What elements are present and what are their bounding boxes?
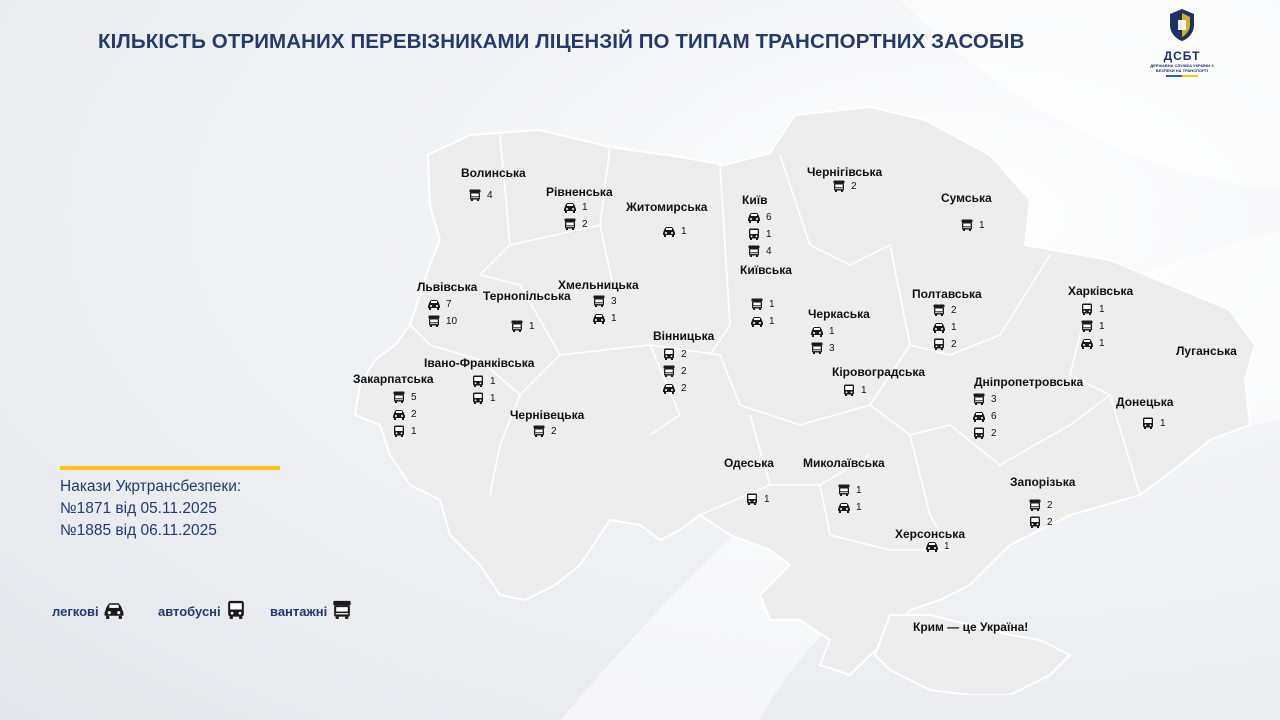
car-icon (563, 201, 577, 213)
region-stat-dnipropetrovska (972, 393, 997, 405)
region-stat-zhytomyrska (662, 225, 687, 237)
stat-count: 4 (766, 245, 772, 257)
car-icon (592, 312, 606, 324)
stat-count: 1 (1099, 320, 1105, 332)
car-icon (972, 410, 986, 422)
region-label-kirovohradska: Кіровоградська (832, 365, 926, 379)
truck-icon (1080, 320, 1094, 332)
truck-icon (510, 320, 524, 332)
region-stat-ternopilska (510, 320, 535, 332)
truck-icon (810, 342, 824, 354)
stat-count: 4 (487, 189, 493, 201)
region-label-chernivetska: Чернівецька (510, 408, 585, 422)
stat-count: 1 (1160, 417, 1166, 429)
car-icon (427, 298, 441, 310)
bus-icon (747, 228, 761, 240)
stat-count: 7 (446, 298, 452, 310)
bus-icon (471, 375, 485, 387)
stat-count: 5 (411, 391, 417, 403)
region-label-volynska: Волинська (461, 166, 526, 180)
legend-truck (270, 600, 353, 622)
truck-icon (427, 315, 441, 327)
car-icon (1080, 337, 1094, 349)
car-icon (750, 315, 764, 327)
stat-count: 1 (411, 425, 417, 437)
car-icon (810, 325, 824, 337)
region-label-rivnenska: Рівненська (546, 185, 613, 199)
region-stat-khersonska (925, 540, 950, 552)
stat-count: 1 (979, 219, 985, 231)
legend-car (52, 600, 125, 622)
region-stat-sumska (960, 219, 985, 231)
region-stat-kharkivska (1080, 337, 1105, 349)
stat-count: 1 (829, 325, 835, 337)
order-line-2: №1885 від 06.11.2025 (60, 522, 217, 539)
region-stat-kyiv (747, 245, 772, 257)
region-label-donetska: Донецька (1116, 395, 1174, 409)
region-stat-cherkaska (810, 325, 835, 337)
region-stat-poltavska (932, 338, 957, 350)
bus-icon (1080, 303, 1094, 315)
stat-count: 1 (582, 201, 588, 213)
stat-count: 6 (766, 211, 772, 223)
bus-icon (842, 384, 856, 396)
region-stat-dnipropetrovska (972, 427, 997, 439)
truck-icon (563, 218, 577, 230)
car-icon (932, 321, 946, 333)
region-stat-vinnytska (662, 382, 687, 394)
car-icon (103, 600, 125, 622)
stat-count: 1 (951, 321, 957, 333)
region-label-mykolaivska: Миколаївська (803, 456, 885, 470)
shield-icon (1169, 8, 1195, 42)
region-label-khmelnytska: Хмельницька (558, 278, 639, 292)
crimea-note: Крим — це Україна! (913, 620, 1029, 634)
truck-icon (331, 600, 353, 622)
region-label-chernihivska: Чернігівська (807, 165, 883, 179)
car-icon (925, 540, 939, 552)
truck-icon (1028, 499, 1042, 511)
bus-icon (932, 338, 946, 350)
truck-icon (392, 391, 406, 403)
legend-bus (158, 600, 247, 622)
stat-count: 2 (951, 338, 957, 350)
stat-count: 3 (829, 342, 835, 354)
region-stat-zakarpatska (392, 425, 417, 437)
stat-count: 1 (490, 375, 496, 387)
car-icon (837, 501, 851, 513)
stat-count: 1 (856, 501, 862, 513)
order-line-1: №1871 від 05.11.2025 (60, 500, 217, 517)
legend-car-label: легкові (52, 603, 99, 619)
bus-icon (471, 392, 485, 404)
stat-count: 1 (764, 493, 770, 505)
stat-count: 2 (991, 427, 997, 439)
stat-count: 10 (446, 315, 458, 327)
bus-icon (1028, 516, 1042, 528)
bus-icon (225, 600, 247, 622)
stat-count: 3 (991, 393, 997, 405)
region-label-zakarpatska: Закарпатська (353, 372, 434, 386)
region-label-khersonska: Херсонська (895, 527, 965, 541)
logo-flag-bar (1166, 75, 1198, 77)
stat-count: 2 (551, 425, 557, 437)
region-stat-kharkivska (1080, 303, 1105, 315)
truck-icon (747, 245, 761, 257)
stat-count: 2 (411, 408, 417, 420)
region-label-cherkaska: Черкаська (808, 307, 870, 321)
region-label-sumska: Сумська (941, 191, 992, 205)
stat-count: 1 (611, 312, 617, 324)
region-stat-kyiv (747, 228, 772, 240)
car-icon (662, 382, 676, 394)
stat-count: 1 (769, 315, 775, 327)
car-icon (747, 211, 761, 223)
bus-icon (662, 348, 676, 360)
region-label-odeska: Одеська (724, 456, 774, 470)
truck-icon (750, 298, 764, 310)
stat-count: 2 (1047, 499, 1053, 511)
region-stat-kyivska (750, 298, 775, 310)
region-label-poltavska: Полтавська (912, 287, 982, 301)
bus-icon (392, 425, 406, 437)
region-stat-vinnytska (662, 365, 687, 377)
stat-count: 2 (951, 304, 957, 316)
region-stat-volynska (468, 189, 493, 201)
truck-icon (972, 393, 986, 405)
truck-icon (932, 304, 946, 316)
legend-bus-label: автобусні (158, 603, 221, 619)
truck-icon (832, 180, 846, 192)
bus-icon (745, 493, 759, 505)
region-stat-khmelnytska (592, 312, 617, 324)
region-stat-zakarpatska (392, 408, 417, 420)
region-stat-chernivetska (532, 425, 557, 437)
region-stat-rivnenska (563, 218, 588, 230)
truck-icon (837, 484, 851, 496)
truck-icon (592, 295, 606, 307)
region-stat-donetska (1141, 417, 1166, 429)
stat-count: 2 (1047, 516, 1053, 528)
region-stat-kirovohradska (842, 384, 867, 396)
region-stat-kyiv (747, 211, 772, 223)
region-stat-lvivska (427, 298, 452, 310)
stat-count: 1 (1099, 337, 1105, 349)
region-label-kyiv: Київ (742, 193, 768, 207)
region-label-dnipropetrovska: Дніпропетровська (974, 375, 1084, 389)
stat-count: 1 (944, 540, 950, 552)
stat-count: 6 (991, 410, 997, 422)
region-label-lvivska: Львівська (417, 280, 478, 294)
car-icon (662, 225, 676, 237)
region-stat-poltavska (932, 321, 957, 333)
page-title: КІЛЬКІСТЬ ОТРИМАНИХ ПЕРЕВІЗНИКАМИ ЛІЦЕНЗІЙ ПО ТИПАМ ТРАНСПОРТНИХ ЗАСОБІВ (98, 30, 1025, 53)
truck-icon (532, 425, 546, 437)
region-stat-kyivska (750, 315, 775, 327)
truck-icon (960, 219, 974, 231)
region-stat-dnipropetrovska (972, 410, 997, 422)
region-stat-rivnenska (563, 201, 588, 213)
region-stat-chernihivska (832, 180, 857, 192)
stat-count: 1 (861, 384, 867, 396)
region-label-zhytomyrska: Житомирська (626, 200, 708, 214)
region-label-ivanofrankivska: Івано-Франківська (424, 356, 535, 370)
stat-count: 1 (681, 225, 687, 237)
region-label-kyivska: Київська (740, 263, 792, 277)
stat-count: 2 (681, 382, 687, 394)
region-stat-odeska (745, 493, 770, 505)
stat-count: 1 (856, 484, 862, 496)
bus-icon (972, 427, 986, 439)
stat-count: 1 (769, 298, 775, 310)
stat-count: 1 (490, 392, 496, 404)
bus-icon (1141, 417, 1155, 429)
region-stat-poltavska (932, 304, 957, 316)
region-stat-mykolaivska (837, 501, 862, 513)
region-label-ternopilska: Тернопільська (483, 289, 571, 303)
region-stat-zaporizka (1028, 499, 1053, 511)
region-stat-ivanofrankivska (471, 375, 496, 387)
region-stat-mykolaivska (837, 484, 862, 496)
stat-count: 1 (766, 228, 772, 240)
orders-block (60, 466, 280, 542)
logo-text: ДСБТ (1163, 49, 1201, 63)
region-stat-vinnytska (662, 348, 687, 360)
region-stat-zakarpatska (392, 391, 417, 403)
region-label-luhanska: Луганська (1176, 344, 1237, 358)
stat-count: 1 (529, 320, 535, 332)
region-label-vinnytska: Вінницька (653, 329, 715, 343)
region-stat-zaporizka (1028, 516, 1053, 528)
region-stat-kharkivska (1080, 320, 1105, 332)
truck-icon (468, 189, 482, 201)
region-stat-khmelnytska (592, 295, 617, 307)
stat-count: 2 (681, 348, 687, 360)
stat-count: 2 (681, 365, 687, 377)
truck-icon (662, 365, 676, 377)
orders-heading: Накази Укртрансбезпеки: (60, 478, 242, 495)
stat-count: 3 (611, 295, 617, 307)
stat-count: 2 (851, 180, 857, 192)
stat-count: 1 (1099, 303, 1105, 315)
region-stat-cherkaska (810, 342, 835, 354)
logo-subtitle: ДЕРЖАВНА СЛУЖБА УКРАЇНИ З БЕЗПЕКИ НА ТРАНСПОРТІ (1150, 63, 1214, 73)
region-label-kharkivska: Харківська (1068, 284, 1134, 298)
car-icon (392, 408, 406, 420)
region-label-zaporizka: Запорізька (1010, 475, 1076, 489)
dsbt-logo (1150, 8, 1214, 98)
legend-truck-label: вантажні (270, 603, 328, 619)
region-stat-lvivska (427, 315, 457, 327)
region-stat-ivanofrankivska (471, 392, 496, 404)
stat-count: 2 (582, 218, 588, 230)
